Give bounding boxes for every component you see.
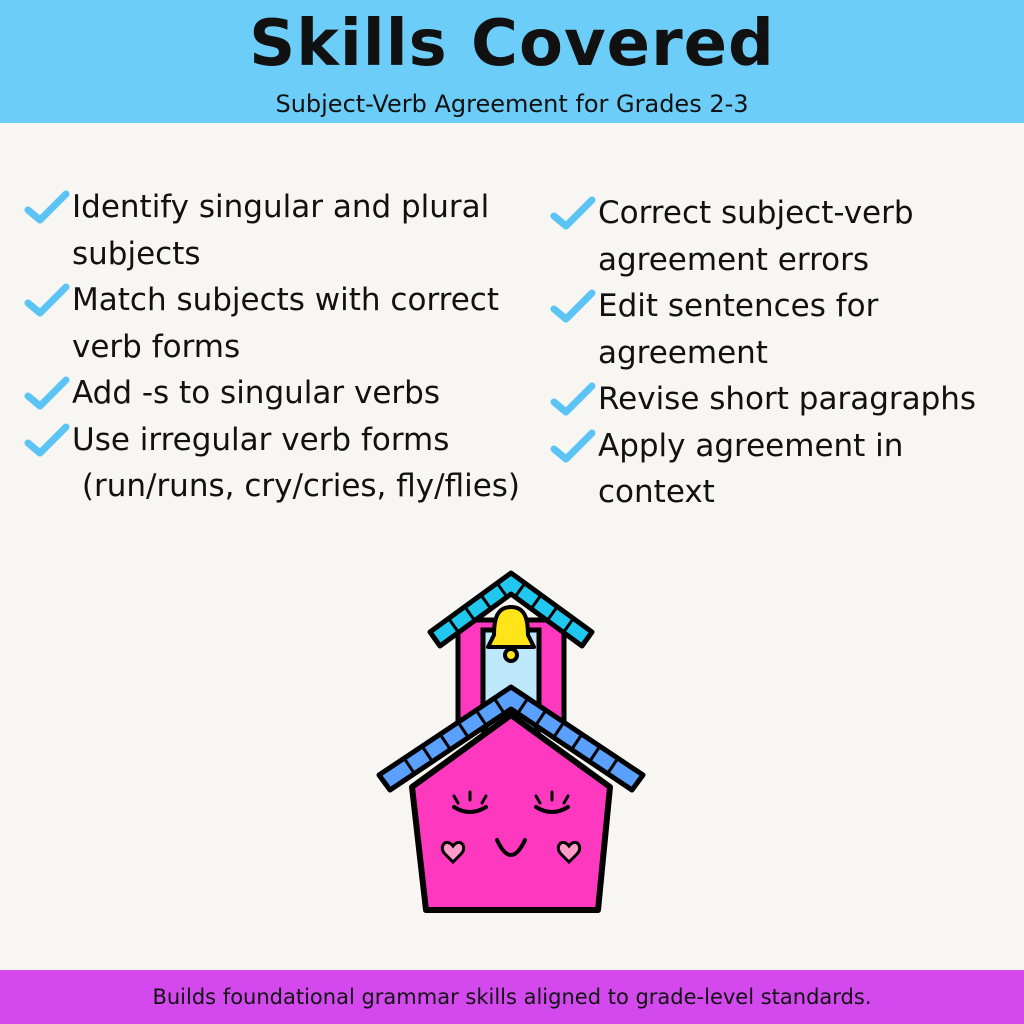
skill-text: Edit sentences for agreement <box>598 288 879 371</box>
skill-item <box>24 184 544 277</box>
check-icon <box>550 380 596 420</box>
bell-icon <box>488 607 534 647</box>
skill-item <box>24 370 544 417</box>
check-icon <box>550 427 596 467</box>
skill-item <box>550 190 1020 283</box>
schoolhouse-icon <box>370 565 655 920</box>
skill-item <box>24 277 544 370</box>
footer-banner <box>0 970 1024 1024</box>
check-icon <box>550 194 596 234</box>
skill-item <box>550 376 1020 423</box>
skill-text: Correct subject-verb agreement errors <box>598 195 914 278</box>
check-icon <box>24 374 70 414</box>
skills-list-left <box>24 184 544 510</box>
skill-text: Use irregular verb forms (run/runs, cry/cries, fly/flies) <box>72 421 521 504</box>
page-title: Skills Covered <box>249 7 775 81</box>
footer-text: Builds foundational grammar skills aligned to grade-level standards. <box>152 985 872 1009</box>
skill-text: Identify singular and plural subjects <box>72 189 490 272</box>
check-icon <box>24 421 70 461</box>
check-icon <box>24 188 70 228</box>
skill-text: Revise short paragraphs <box>598 381 977 417</box>
check-icon <box>550 287 596 327</box>
skill-item <box>550 423 1020 516</box>
skills-list-right <box>550 190 1020 516</box>
skill-text: Match subjects with correct verb forms <box>72 282 499 365</box>
skill-text: Apply agreement in context <box>598 427 904 510</box>
skill-text: Add -s to singular verbs <box>72 375 440 411</box>
skill-item <box>550 283 1020 376</box>
bell-clapper <box>505 649 517 661</box>
header-banner <box>0 0 1024 123</box>
check-icon <box>24 281 70 321</box>
skill-item <box>24 417 544 510</box>
page-subtitle: Subject-Verb Agreement for Grades 2-3 <box>275 90 749 118</box>
